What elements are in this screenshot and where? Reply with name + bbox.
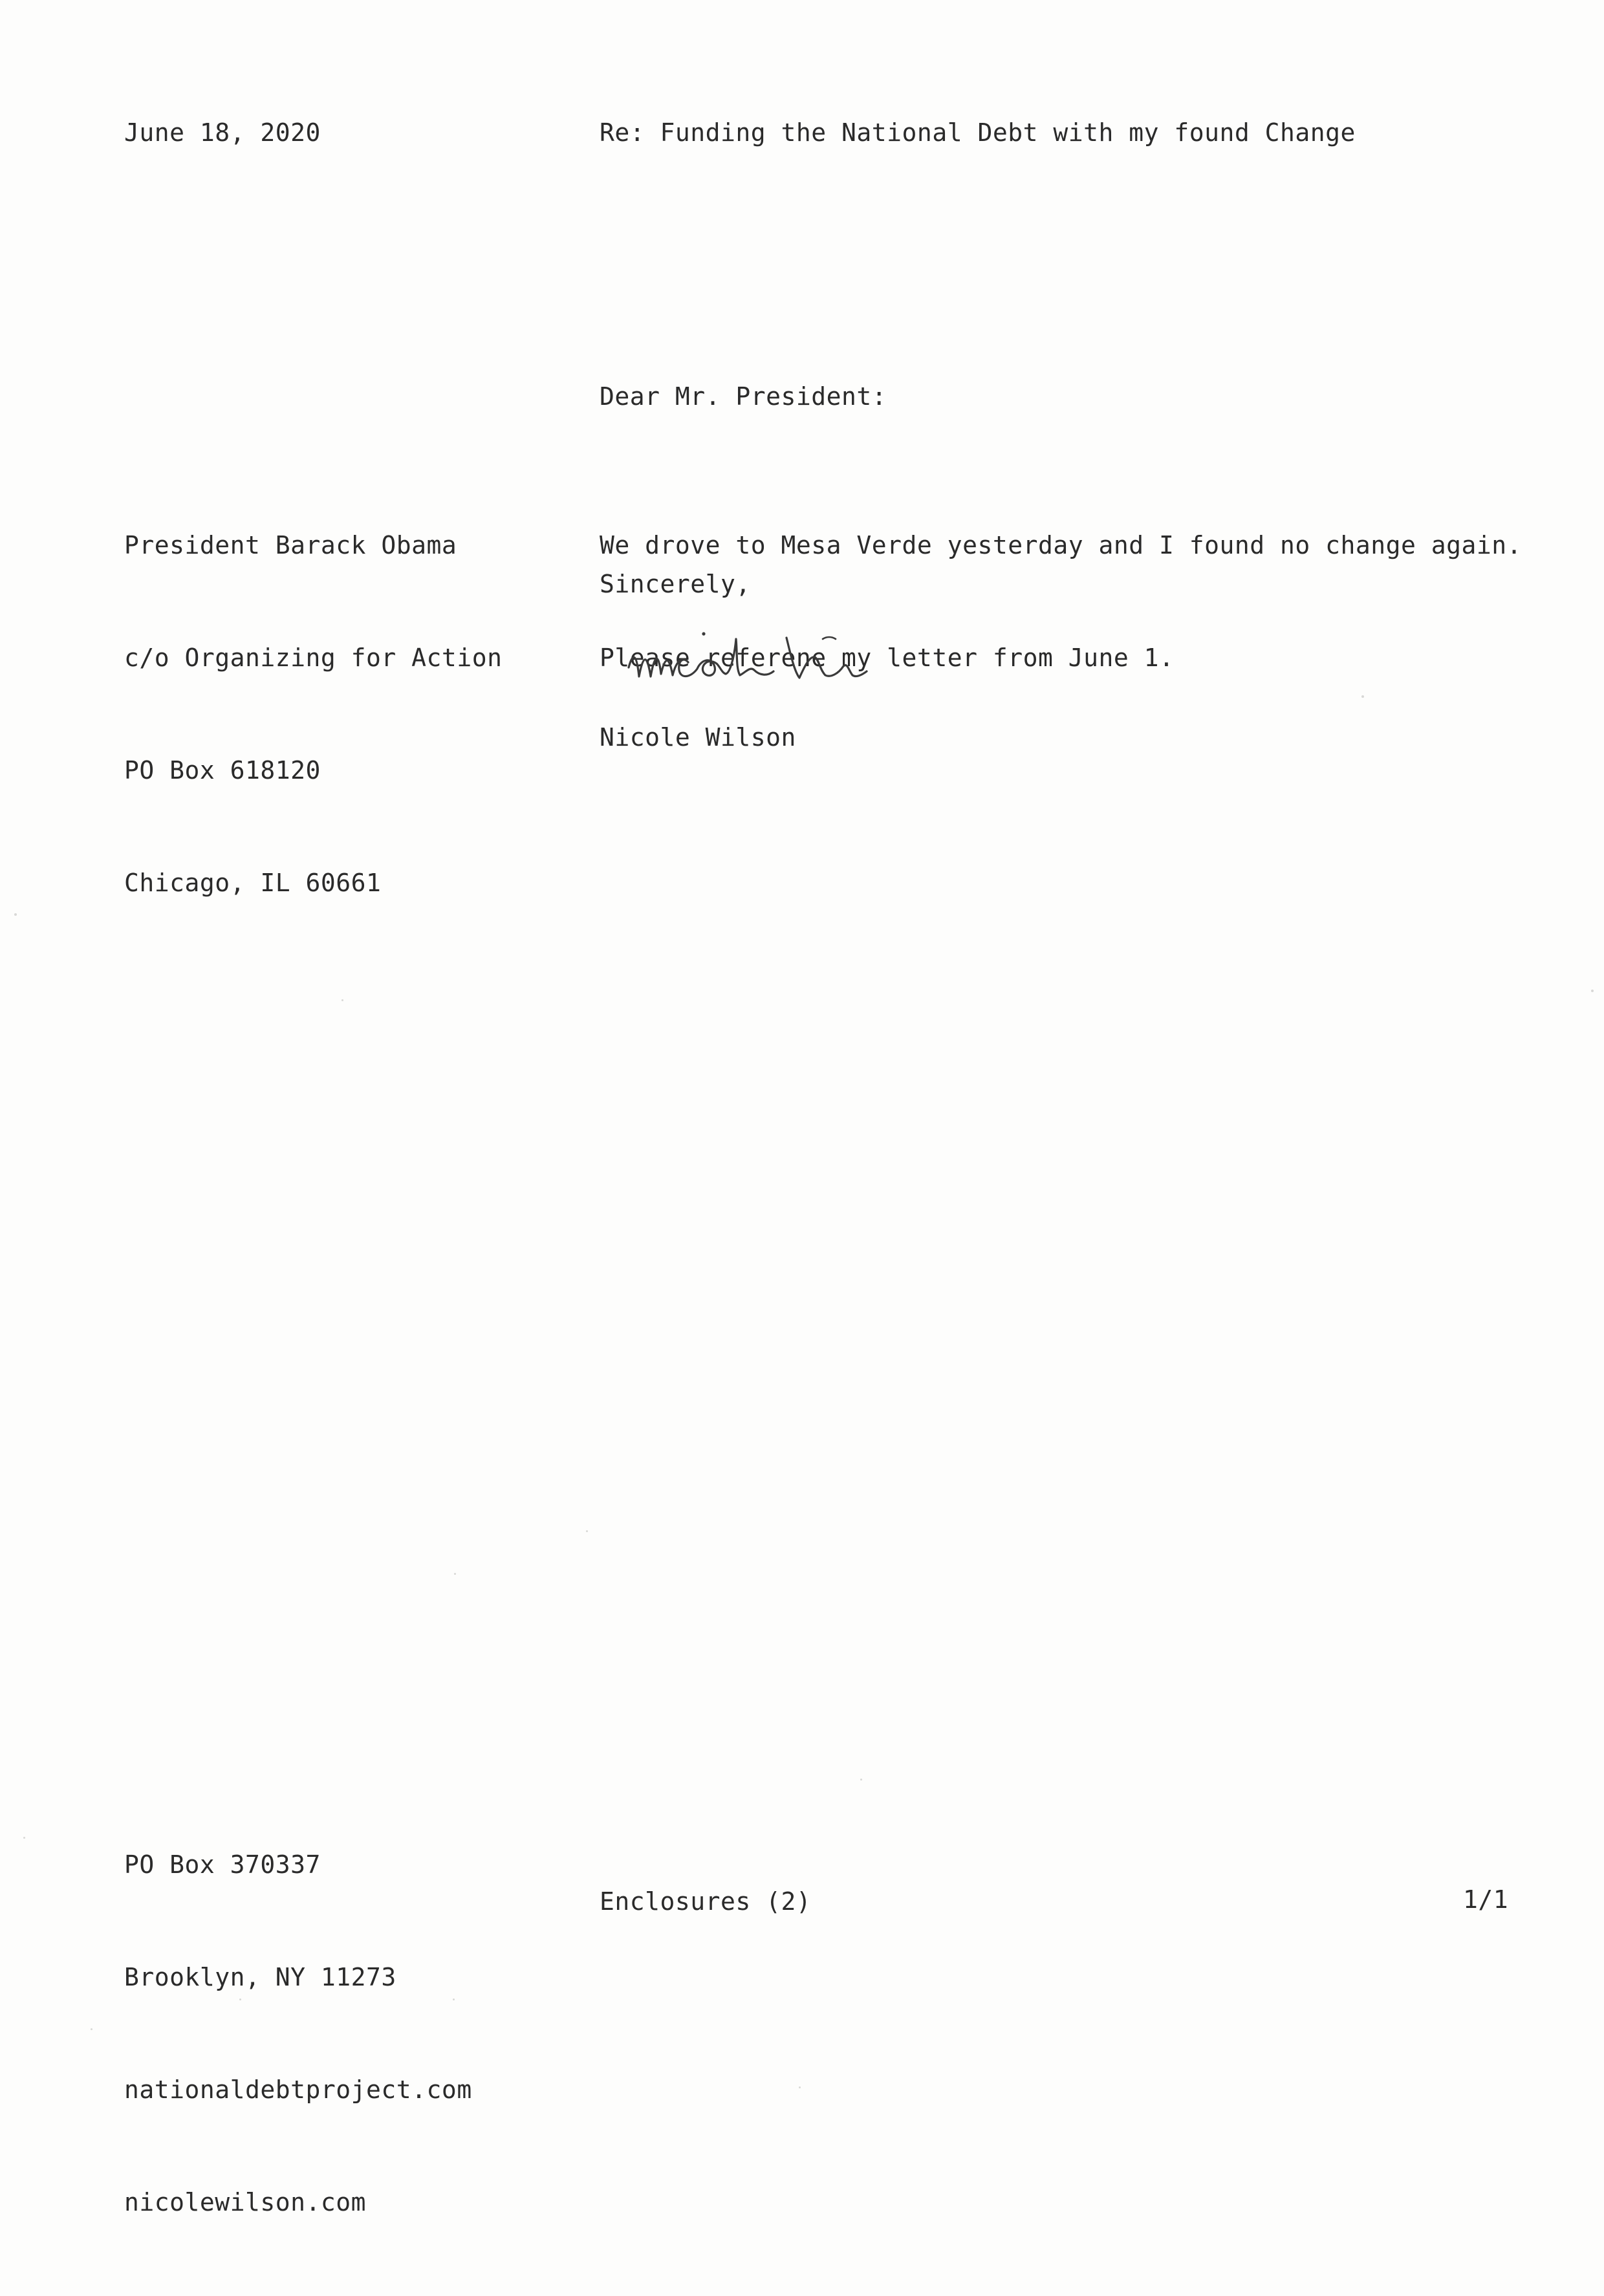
recipient-address bbox=[124, 451, 502, 977]
scan-speck bbox=[14, 913, 17, 916]
scan-speck bbox=[453, 1998, 455, 2000]
enclosures-note: Enclosures (2) bbox=[600, 1887, 812, 1916]
sender-city-state-zip: Brooklyn, NY 11273 bbox=[124, 1963, 396, 1991]
scan-speck bbox=[454, 1573, 456, 1575]
body-line: We drove to Mesa Verde yesterday and I found no change again. bbox=[600, 531, 1523, 559]
scan-speck bbox=[23, 1837, 25, 1839]
handwritten-signature bbox=[621, 614, 931, 692]
sender-po-box: PO Box 370337 bbox=[124, 1850, 321, 1879]
signer-name: Nicole Wilson bbox=[600, 723, 796, 752]
scan-speck bbox=[1591, 990, 1594, 992]
scan-speck bbox=[586, 1530, 588, 1532]
sender-website: nationaldebtproject.com bbox=[124, 2075, 472, 2104]
recipient-name: President Barack Obama bbox=[124, 531, 457, 559]
scan-speck bbox=[91, 2028, 92, 2030]
recipient-city-state-zip: Chicago, IL 60661 bbox=[124, 869, 382, 897]
scan-speck bbox=[341, 999, 343, 1001]
salutation: Dear Mr. President: bbox=[600, 382, 887, 411]
sender-address bbox=[124, 1771, 472, 2296]
recipient-organization: c/o Organizing for Action bbox=[124, 644, 503, 672]
sender-website: nicolewilson.com bbox=[124, 2188, 367, 2216]
recipient-po-box: PO Box 618120 bbox=[124, 756, 321, 785]
letter-subject: Re: Funding the National Debt with my found Change bbox=[600, 118, 1356, 147]
page-number: 1/1 bbox=[1463, 1885, 1509, 1914]
letter-date: June 18, 2020 bbox=[124, 118, 321, 147]
scan-speck bbox=[799, 2086, 801, 2088]
body-line: Please referene my letter from June 1. bbox=[600, 644, 1175, 672]
scan-speck bbox=[860, 1779, 862, 1781]
closing: Sincerely, bbox=[600, 570, 751, 598]
scan-speck bbox=[1361, 695, 1364, 698]
scan-speck bbox=[239, 1998, 241, 2000]
